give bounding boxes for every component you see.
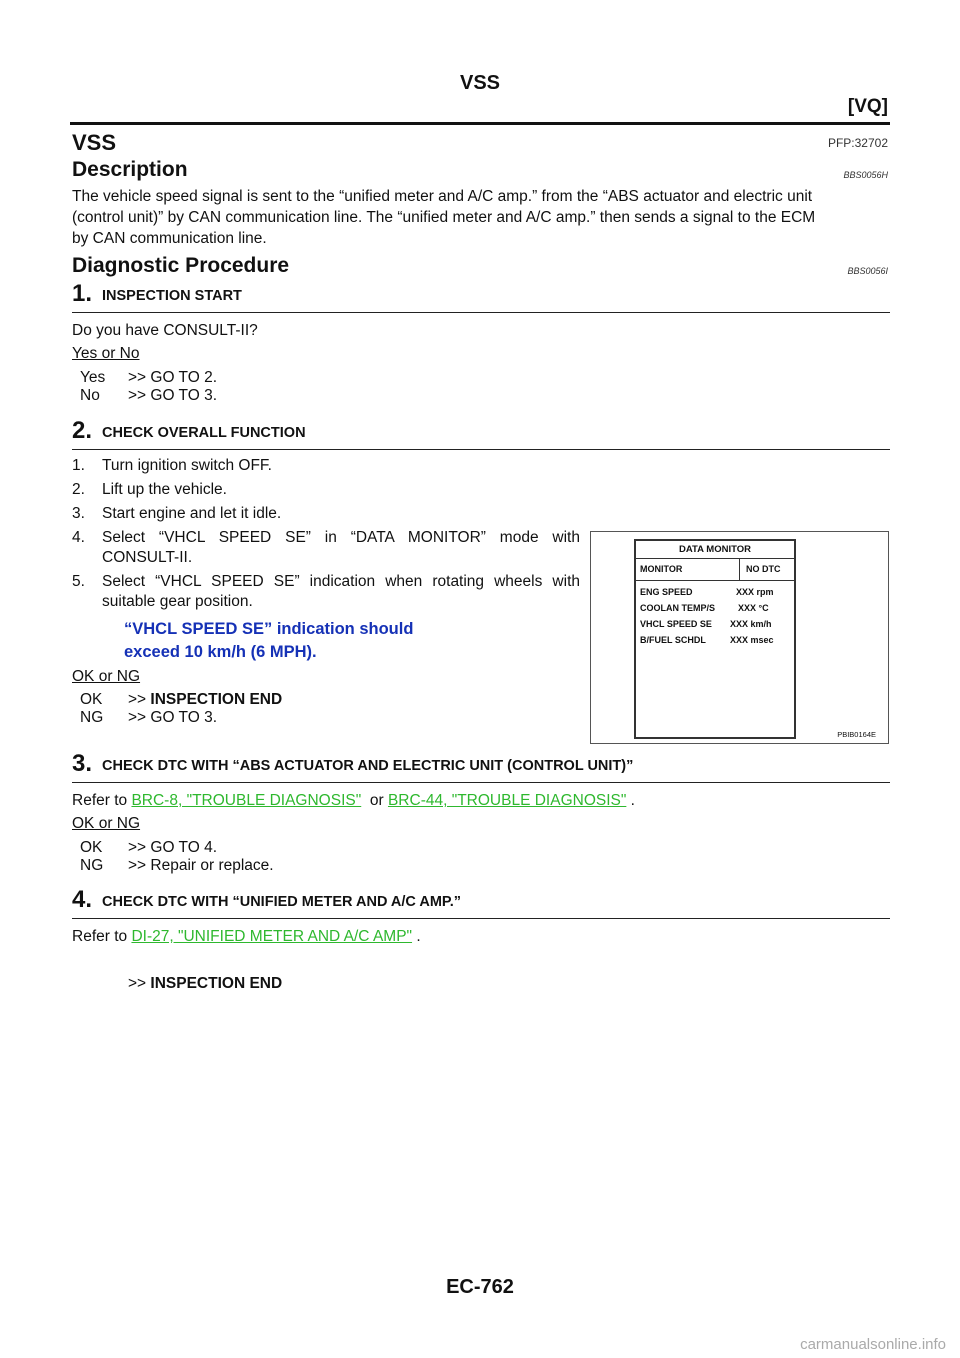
answer-key: OK: [80, 839, 103, 856]
step-number: 1.: [72, 280, 93, 307]
monitor-divider: [739, 559, 740, 580]
answer-value: >> Repair or replace.: [128, 857, 274, 874]
link-di-27[interactable]: DI-27, "UNIFIED METER AND A/C AMP": [131, 928, 413, 945]
answer-value: >> GO TO 3.: [128, 387, 218, 404]
answer-value: INSPECTION END: [150, 691, 283, 708]
monitor-row: COOLAN TEMP/S XXX °C: [640, 603, 769, 613]
step-4-header: [72, 886, 890, 919]
watermark: carmanualsonline.info: [800, 1336, 946, 1353]
step-number: 3.: [72, 750, 93, 777]
step-2-answer-ok: [80, 691, 282, 709]
step-label: CHECK DTC WITH “ABS ACTUATOR AND ELECTRIC UNIT (CONTROL UNIT)”: [102, 758, 634, 774]
step-number: 2.: [72, 417, 93, 444]
monitor-title: DATA MONITOR: [636, 541, 794, 559]
monitor-col-label: MONITOR: [640, 564, 683, 574]
step-4-final: [128, 975, 282, 993]
step-3-answer-ng: [80, 857, 274, 875]
section-title-vss: VSS: [72, 130, 117, 155]
step-1-answer-yes: [80, 369, 217, 387]
step-label: CHECK DTC WITH “UNIFIED METER AND A/C AMP.”: [102, 894, 462, 910]
page-header-title: VSS: [459, 72, 501, 94]
step-label: INSPECTION START: [102, 288, 242, 304]
monitor-header-row: [636, 559, 794, 581]
step-3-header: [72, 750, 890, 783]
data-monitor-screen: [634, 539, 796, 739]
answer-value: >> GO TO 3.: [128, 709, 218, 726]
section-title-diagnostic: Diagnostic Procedure: [72, 254, 290, 277]
step-1-header: [72, 280, 890, 313]
answer-key: Yes: [80, 369, 106, 386]
step-label: CHECK OVERALL FUNCTION: [102, 425, 306, 441]
diagnostic-code: BBS0056I: [847, 266, 888, 276]
page-number: EC-762: [446, 1276, 514, 1298]
monitor-row: B/FUEL SCHDL XXX msec: [640, 635, 774, 645]
step-4-refer: Refer to DI-27, "UNIFIED METER AND A/C AMP" .: [72, 928, 421, 945]
step-2-header: [72, 417, 890, 450]
monitor-status: NO DTC: [746, 564, 781, 574]
step-number: 4.: [72, 886, 93, 913]
list-item: 3. Start engine and let it idle.: [72, 505, 282, 522]
monitor-row: ENG SPEED XXX rpm: [640, 587, 774, 597]
answer-arrow: >>: [128, 691, 147, 708]
step-2-list: [72, 456, 580, 616]
step-3-answer-ok: [80, 839, 217, 857]
answer-key: OK: [80, 691, 103, 708]
answer-key: NG: [80, 857, 104, 874]
answer-value: >> GO TO 4.: [128, 839, 218, 856]
step-1-question: Do you have CONSULT-II?: [72, 322, 258, 339]
link-brc-44[interactable]: BRC-44, "TROUBLE DIAGNOSIS": [387, 792, 627, 809]
page-header-section: [VQ]: [847, 96, 888, 117]
answer-arrow: >>: [128, 975, 147, 992]
step-2-answer-ng: [80, 709, 217, 727]
list-item: 1. Turn ignition switch OFF.: [72, 457, 272, 474]
description-text: [72, 186, 890, 249]
step-1-choice: Yes or No: [72, 345, 140, 362]
list-item: 5. Select “VHCL SPEED SE” indication when rotating wheels with suitable gear position.: [72, 573, 580, 610]
answer-key: No: [80, 387, 100, 404]
step-3-refer: Refer to BRC-8, "TROUBLE DIAGNOSIS" or BRC-44, "TROUBLE DIAGNOSIS" .: [72, 792, 635, 809]
description-line: (control unit)” by CAN communication line. The “unified meter and A/C amp.” then sends a signal to the ECM: [72, 209, 816, 226]
description-code: BBS0056H: [843, 170, 888, 180]
step-1-answer-no: [80, 387, 217, 405]
step-2-note: “VHCL SPEED SE” indication should exceed 10 km/h (6 MPH).: [124, 620, 414, 661]
list-item: 4. Select “VHCL SPEED SE” in “DATA MONITOR” mode with CONSULT-II.: [72, 529, 580, 566]
link-brc-8[interactable]: BRC-8, "TROUBLE DIAGNOSIS": [131, 792, 362, 809]
header-rule: [70, 122, 890, 125]
section-title-description: Description: [72, 158, 188, 181]
part-code: PFP:32702: [827, 136, 888, 150]
figure-code: PBIB0164E: [837, 730, 876, 739]
step-3-choice: OK or NG: [72, 815, 141, 832]
data-monitor-figure: [590, 531, 889, 744]
monitor-row: VHCL SPEED SE XXX km/h: [640, 619, 772, 629]
step-2-choice: OK or NG: [72, 668, 141, 685]
list-item: 2. Lift up the vehicle.: [72, 481, 227, 498]
description-line: The vehicle speed signal is sent to the “unified meter and A/C amp.” from the “ABS actuator and electric unit: [72, 188, 813, 205]
answer-value: INSPECTION END: [150, 975, 283, 992]
answer-value: >> GO TO 2.: [128, 369, 218, 386]
answer-key: NG: [80, 709, 104, 726]
description-line: by CAN communication line.: [72, 230, 267, 247]
